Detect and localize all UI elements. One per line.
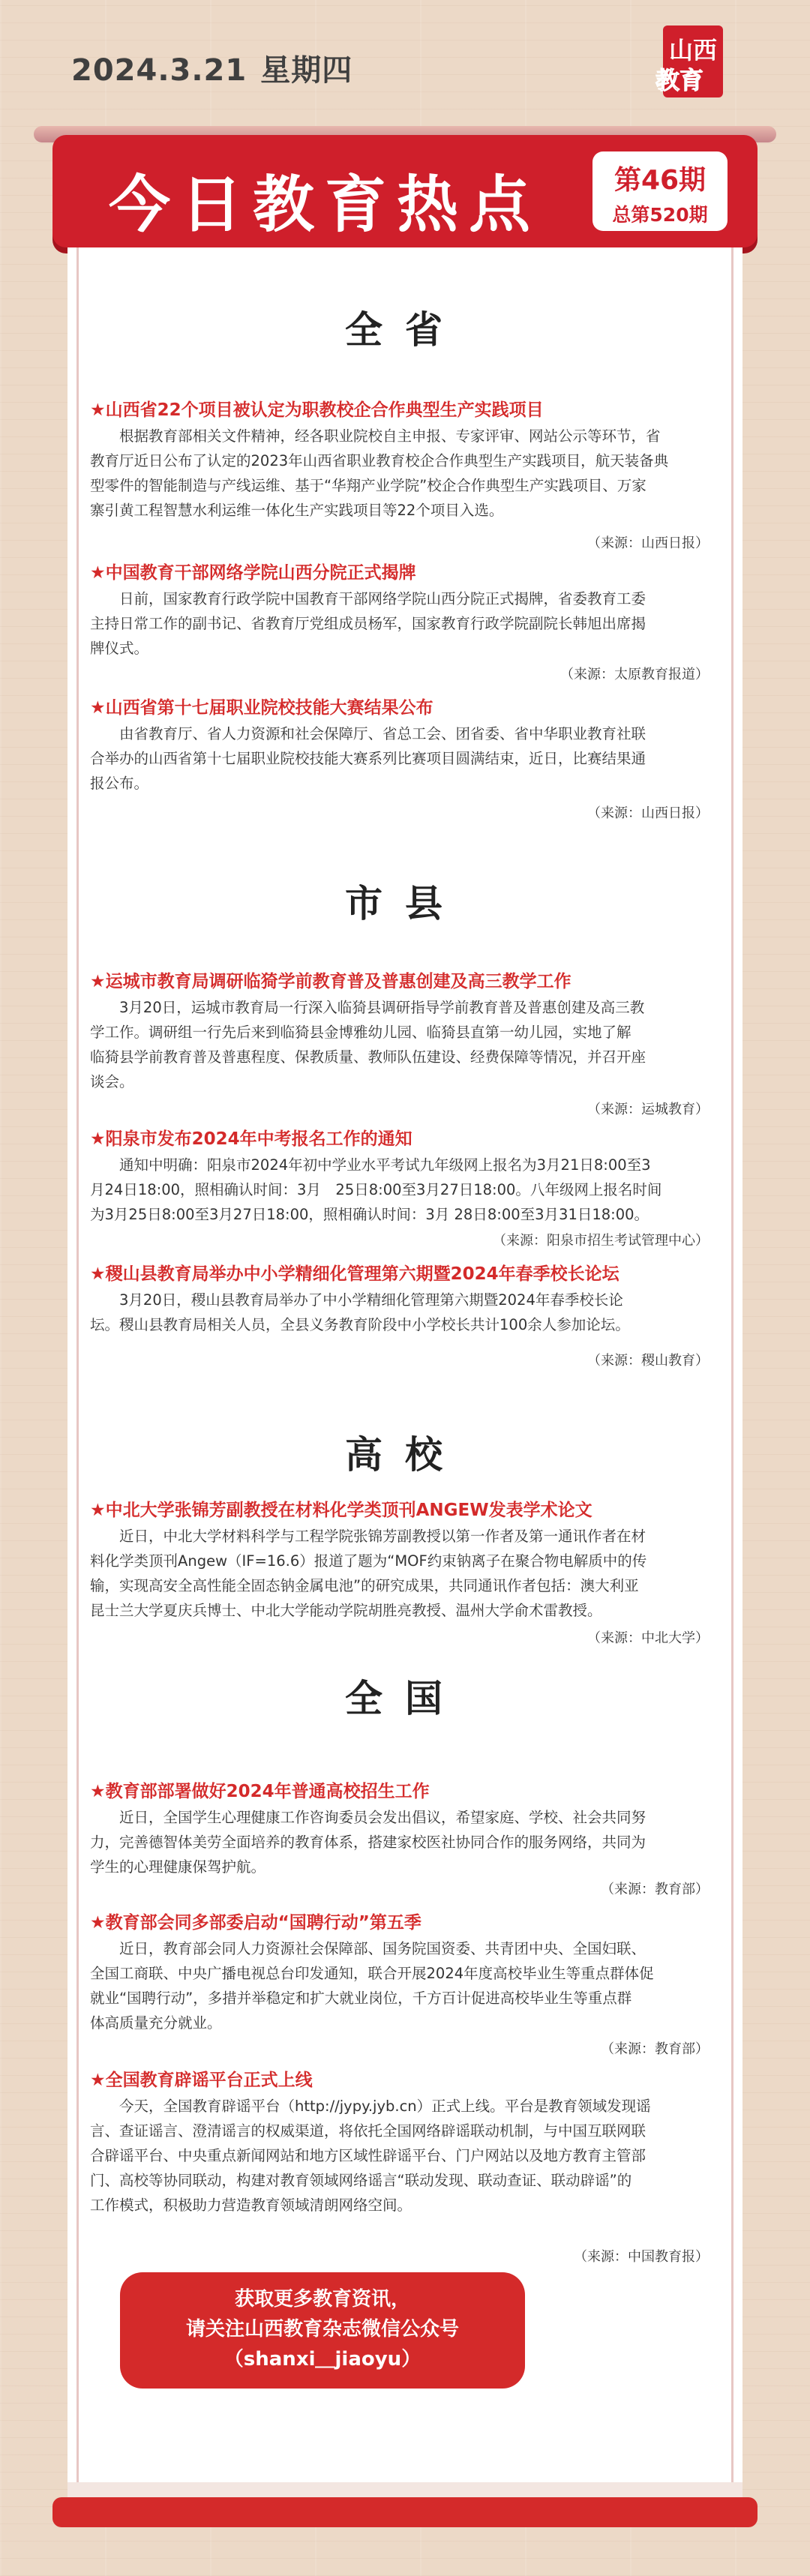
news-body-line: 今天，全国教育辟谣平台（http://jypy.jyb.cn）正式上线。平台是教育领域发现谣 bbox=[119, 2098, 651, 2115]
news-body-line: 就业“国聘行动”，多措并举稳定和扩大就业岗位，千方百计促进高校毕业生等重点群 bbox=[90, 1990, 632, 2007]
news-body-line: 学工作。调研组一行先后来到临猗县金博雅幼儿园、临猗县直第一幼儿园，实地了解 bbox=[90, 1024, 632, 1041]
news-headline[interactable]: ★教育部会同多部委启动“国聘行动”第五季 bbox=[90, 1913, 422, 1933]
news-source: （来源：中北大学） bbox=[587, 1630, 709, 1646]
news-body bbox=[90, 424, 705, 523]
news-body bbox=[90, 721, 705, 796]
cta-line-2: 请关注山西教育杂志微信公众号 bbox=[185, 2318, 459, 2341]
issue-number: 第46期 bbox=[614, 165, 706, 196]
news-headline[interactable]: ★稷山县教育局举办中小学精细化管理第六期暨2024年春季校长论坛 bbox=[90, 1264, 620, 1284]
news-body-line: 近日，教育部会同人力资源社会保障部、国务院国资委、共青团中央、全国妇联、 bbox=[119, 1940, 646, 1957]
news-body bbox=[90, 1524, 705, 1623]
news-headline[interactable]: ★全国教育辟谣平台正式上线 bbox=[90, 2071, 313, 2090]
news-body bbox=[90, 1288, 705, 1337]
news-body-line: 教育厅近日公布了认定的2023年山西省职业教育校企合作典型生产实践项目，航天装备典 bbox=[90, 452, 669, 469]
news-headline[interactable]: ★中国教育干部网络学院山西分院正式揭牌 bbox=[90, 563, 416, 583]
news-body-line: 日前，国家教育行政学院中国教育干部网络学院山西分院正式揭牌，省委教育工委 bbox=[119, 590, 646, 607]
news-body-line: 由省教育厅、省人力资源和社会保障厅、省总工会、团省委、省中华职业教育社联 bbox=[119, 725, 646, 742]
follow-cta-box[interactable] bbox=[120, 2272, 525, 2389]
news-body-line: 学生的心理健康保驾护航。 bbox=[90, 1858, 266, 1876]
title-banner bbox=[52, 135, 758, 247]
news-source: （来源：教育部） bbox=[601, 1882, 709, 1897]
news-headline[interactable]: ★教育部部署做好2024年普通高校招生工作 bbox=[90, 1782, 430, 1801]
news-body-line: 工作模式，积极助力营造教育领域清朗网络空间。 bbox=[90, 2197, 412, 2214]
news-body-line: 体高质量充分就业。 bbox=[90, 2014, 222, 2032]
news-source: （来源：中国教育报） bbox=[574, 2249, 709, 2265]
issue-badge bbox=[592, 151, 728, 231]
news-source: （来源：太原教育报道） bbox=[560, 667, 709, 682]
news-body-line: 昆士兰大学夏庆兵博士、中北大学能动学院胡胜亮教授、温州大学俞术雷教授。 bbox=[90, 1602, 602, 1619]
section-title: 全国 bbox=[345, 1677, 465, 1720]
cta-line-1: 获取更多教育资讯， bbox=[234, 2288, 410, 2311]
news-body-line: 报公布。 bbox=[90, 775, 149, 792]
news-body-line: 门、高校等协同联动，构建对教育领域网络谣言“联动发现、联动查证、联动辟谣”的 bbox=[90, 2172, 632, 2189]
bottom-scroll-rod bbox=[52, 2497, 758, 2527]
date-text: 2024.3.21 bbox=[71, 53, 248, 88]
news-body-line: 谈会。 bbox=[90, 1073, 134, 1090]
news-source: （来源：阳泉市招生考试管理中心） bbox=[493, 1233, 709, 1249]
weekday-text: 星期四 bbox=[260, 53, 353, 88]
news-source: （来源：运城教育） bbox=[587, 1102, 709, 1117]
news-headline[interactable]: ★山西省22个项目被认定为职教校企合作典型生产实践项目 bbox=[90, 400, 544, 420]
section-title: 市县 bbox=[345, 882, 465, 925]
news-body-line: 坛。稷山县教育局相关人员，全县义务教育阶段中小学校长共计100余人参加论坛。 bbox=[90, 1316, 630, 1333]
news-body-line: 合举办的山西省第十七届职业院校技能大赛系列比赛项目圆满结束，近日，比赛结果通 bbox=[90, 750, 646, 767]
news-body-line: 言、查证谣言、澄清谣言的权威渠道，将依托全国网络辟谣联动机制，与中国互联网联 bbox=[90, 2122, 646, 2140]
news-headline[interactable]: ★中北大学张锦芳副教授在材料化学类顶刊ANGEW发表学术论文 bbox=[90, 1501, 592, 1520]
news-body-line: 通知中明确：阳泉市2024年初中学业水平考试九年级网上报名为3月21日8:00至3 bbox=[119, 1156, 651, 1174]
news-body-line: 临猗县学前教育普及普惠程度、保教质量、教师队伍建设、经费保障等情况，并召开座 bbox=[90, 1048, 646, 1066]
news-body-line: 月24日18:00，照相确认时间：3月 25日8:00至3月27日18:00。八年级网上报名时间 bbox=[90, 1181, 662, 1198]
news-headline[interactable]: ★阳泉市发布2024年中考报名工作的通知 bbox=[90, 1129, 412, 1149]
news-body bbox=[90, 1805, 705, 1879]
logo-text-top: 山西 bbox=[668, 36, 718, 64]
news-body bbox=[90, 1936, 705, 2035]
section-title: 高校 bbox=[345, 1433, 465, 1477]
news-body-line: 3月20日，运城市教育局一行深入临猗县调研指导学前教育普及普惠创建及高三教 bbox=[119, 999, 645, 1016]
news-body-line: 主持日常工作的副书记、省教育厅党组成员杨军，国家教育行政学院副院长韩旭出席揭 bbox=[90, 615, 646, 632]
news-body-line: 牌仪式。 bbox=[90, 640, 149, 657]
banner-title: 今日教育热点 bbox=[109, 169, 542, 241]
news-body-line: 合辟谣平台、中央重点新闻网站和地方区域性辟谣平台、门户网站以及地方教育主管部 bbox=[90, 2147, 646, 2164]
section-title: 全省 bbox=[345, 308, 465, 352]
news-body-line: 输，实现高安全高性能全固态钠金属电池”的研究成果，共同通讯作者包括：澳大利亚 bbox=[90, 1577, 639, 1594]
news-source: （来源：山西日报） bbox=[587, 805, 709, 821]
date-line bbox=[71, 46, 366, 89]
cta-line-3: （shanxi＿jiaoyu） bbox=[224, 2348, 422, 2371]
news-headline[interactable]: ★运城市教育局调研临猗学前教育普及普惠创建及高三教学工作 bbox=[90, 972, 572, 991]
news-body-line: 近日，中北大学材料科学与工程学院张锦芳副教授以第一作者及第一通讯作者在材 bbox=[119, 1528, 646, 1545]
news-source: （来源：稷山教育） bbox=[587, 1353, 709, 1369]
news-body-line: 根据教育部相关文件精神，经各职业院校自主申报、专家评审、网站公示等环节，省 bbox=[119, 427, 661, 445]
news-body-line: 型零件的智能制造与产线运维、基于“华翔产业学院”校企合作典型生产实践项目、万家 bbox=[90, 477, 646, 494]
news-body-line: 3月20日，稷山县教育局举办了中小学精细化管理第六期暨2024年春季校长论 bbox=[119, 1291, 623, 1309]
news-headline[interactable]: ★山西省第十七届职业院校技能大赛结果公布 bbox=[90, 698, 434, 718]
news-source: （来源：山西日报） bbox=[587, 535, 709, 551]
news-source: （来源：教育部） bbox=[601, 2041, 709, 2057]
news-body-line: 寨引黄工程智慧水利运维一体化生产实践项目等22个项目入选。 bbox=[90, 502, 504, 519]
news-body-line: 全国工商联、中央广播电视总台印发通知，联合开展2024年度高校毕业生等重点群体促 bbox=[90, 1965, 654, 1982]
news-body-line: 力，完善德智体美劳全面培养的教育体系，搭建家校医社协同合作的服务网络，共同为 bbox=[90, 1834, 646, 1851]
news-body bbox=[90, 995, 705, 1094]
news-body-line: 料化学类顶刊Angew（IF=16.6）报道了题为“MOF约束钠离子在聚合物电解质中的传 bbox=[90, 1552, 647, 1570]
news-body-line: 近日，全国学生心理健康工作咨询委员会发出倡议，希望家庭、学校、社会共同努 bbox=[119, 1809, 646, 1826]
total-issue-number: 总第520期 bbox=[612, 204, 708, 226]
news-body bbox=[90, 2094, 705, 2218]
shanxi-education-logo bbox=[640, 22, 729, 105]
news-body bbox=[90, 1153, 705, 1227]
news-body bbox=[90, 586, 705, 661]
logo-text-bottom: 教育 bbox=[655, 66, 704, 94]
news-body-line: 为3月25日8:00至3月27日18:00，照相确认时间：3月 28日8:00至3月31日18:00。 bbox=[90, 1206, 650, 1223]
